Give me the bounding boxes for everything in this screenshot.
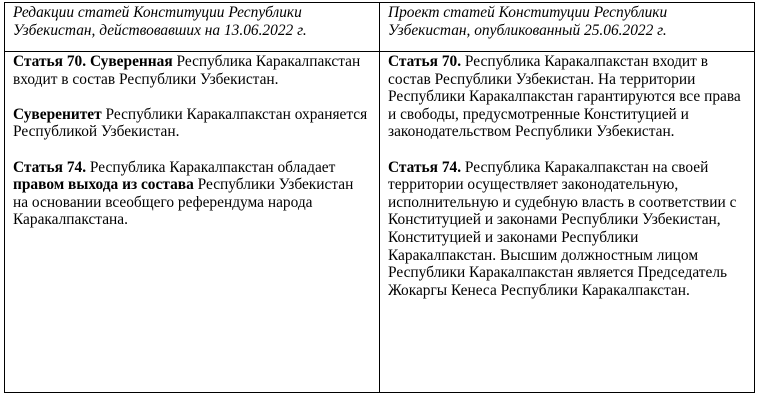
article-number: Статья 74. bbox=[13, 158, 87, 176]
article-text: Республика Каракалпакстан входит в состав Республики Узбекистан. На территории Республики Каракалпакстан гарантируются все права и свободы, предусмотренные Конституцией и законодательством Республики Узбекистан. bbox=[388, 53, 741, 141]
bold-term: Суверенная bbox=[89, 53, 173, 70]
bold-term: Суверенитет bbox=[13, 105, 102, 123]
table-header-row bbox=[5, 3, 755, 52]
article-number: Статья 74. bbox=[388, 158, 462, 176]
article-number: Статья 70. bbox=[13, 53, 87, 70]
article-text: Республика Каракалпакстан на своей территории осуществляет законодательную, исполнительную и судебную власть в соответствии с Конституцией и законами Республики Узбекистан, Конституцией и законами Республики Каракалпакстан. Высшим должностным лицом Республики Каракалпакстан является Председатель Жокаргы Кенеса Республики Каракалпакстан. bbox=[388, 158, 737, 299]
article-text-b: Республики Узбекистан на основании всеобщего референдума народа Каракалпакстана. bbox=[13, 176, 354, 229]
header-cell-left bbox=[5, 3, 380, 52]
comparison-table bbox=[4, 2, 755, 393]
paragraph-text: Республики Каракалпакстан охраняется Республикой Узбекистан. bbox=[13, 105, 368, 141]
left-article-74 bbox=[13, 159, 371, 229]
left-column-cell bbox=[5, 52, 380, 393]
article-number: Статья 70. bbox=[388, 53, 462, 70]
header-cell-right bbox=[380, 3, 755, 52]
right-column-cell bbox=[380, 52, 755, 393]
article-text: Республика Каракалпакстан входит в состав Республики Узбекистан. bbox=[13, 53, 361, 88]
right-article-74 bbox=[388, 159, 746, 300]
bold-phrase: правом выхода из состава bbox=[13, 176, 194, 194]
article-text-a: Республика Каракалпакстан обладает bbox=[86, 158, 336, 176]
table-body-row bbox=[5, 52, 755, 393]
right-article-70 bbox=[388, 53, 746, 141]
header-right-text: Проект статей Конституции Республики Узбекистан, опубликованный 25.06.2022 г. bbox=[388, 4, 668, 39]
left-article-70 bbox=[13, 53, 371, 88]
header-left-text: Редакции статей Конституции Республики Узбекистан, действовавших на 13.06.2022 г. bbox=[13, 4, 307, 39]
left-sovereignty-paragraph bbox=[13, 106, 371, 141]
